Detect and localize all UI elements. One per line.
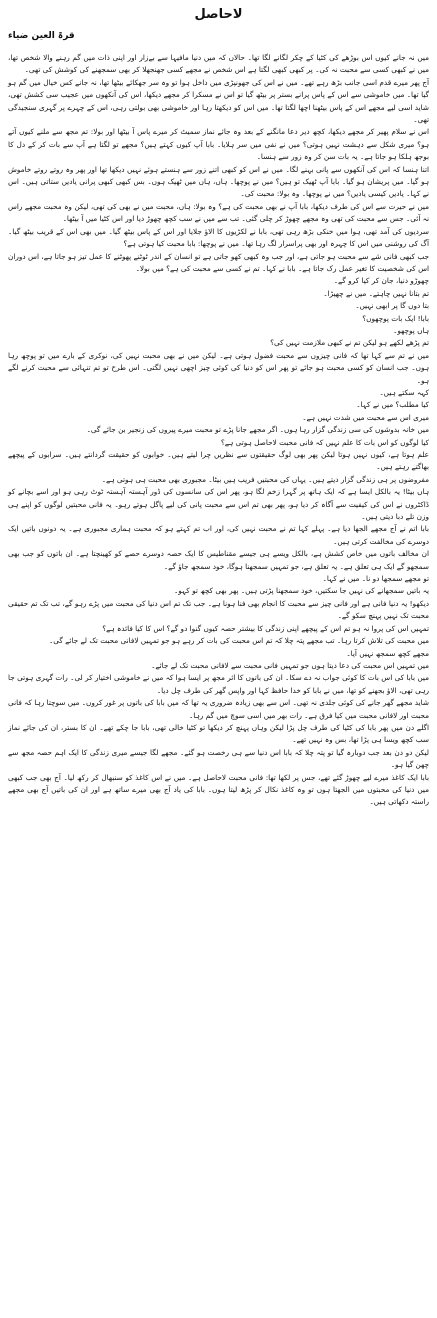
- dialogue-line: میری اس سے محبت میں شدت نہیں ہے۔: [302, 412, 429, 422]
- paragraph: آج پھر میرے قدم اسی جانب بڑھ رہے تھے۔ میں نے اس کی جھونپڑی میں داخل ہوا تو وہ سر جھکائے بیٹھا تھا، نہ جانے کس خیال میں گم ہو گیا تھا۔ میں خاموشی سے اس کے پاس پرانے بستر پر بیٹھ گیا تو اس نے مسکرا کر مجھے دیکھا، اس کی آنکھوں میں عجیب سی کشش تھی، شاید اسی لیے مجھے اس کے پاس بیٹھنا اچھا لگتا تھا۔ میں اس کو دیکھتا رہا اور خاموشی بھی بولتی رہی، اس کے چہرے پر گہری سنجیدگی تھی۔: [8, 77, 429, 125]
- paragraph: جب کبھی فانی شے سے محبت ہو جاتی ہے، اور جب وہ کبھی کھو جاتی ہے تو انسان کے اندر ٹوٹنے پھوٹنے کا عمل تیز ہو جاتا ہے، اس دوران اس کی شخصیت کا تغیر عمل رک جاتا ہے۔ بابا نے کہا۔ تم نے کسی سے محبت کی ہے؟ میں بولا۔: [8, 251, 429, 273]
- paragraph: بابا ایک کاغذ میرے لیے چھوڑ گئے تھے، جس پر لکھا تھا: فانی محبت لاحاصل ہے۔ میں نے اس کاغذ کو سنبھال کر رکھ لیا۔ آج بھی جب کبھی میں دنیا کی محبتوں میں الجھتا ہوں تو وہ کاغذ نکال کر پڑھ لیتا ہوں۔ بابا کی یاد آج بھی میرے ساتھ ہے اور ان کی باتیں آج بھی مجھے راستہ دکھاتی ہیں۔: [8, 772, 429, 807]
- author-name: قرۃ العین ضیاء: [8, 31, 75, 41]
- paragraph: میں نے تم سے کہا تھا کہ فانی چیزوں سے محبت فضول ہوتی ہے۔ لیکن میں نے بھی محبت نہیں کی، نوکری کے بارے میں تو پوچھ رہا ہوں۔ جب انسان کو کسی محبت ہو جائے تو پھر اس کو دنیا کی کوئی چیز اچھی نہیں لگتی۔ اس طرح تو تم تنہائی سے محبت کرنے لگے ہو۔: [8, 350, 429, 385]
- dialogue-line: تم پڑھے لکھے ہو لیکن تم نے کبھی ملازمت نہیں کی؟: [270, 338, 429, 348]
- dialogue-line: تو مجھے سمجھا دو نا۔ میں نے کہا۔: [322, 574, 429, 584]
- paragraph: بابا اتم نے آج مجھے الجھا دیا ہے۔ پہلے کہا تم نے محبت نہیں کی، اور اب تم کہتے ہو کہ محبت ہماری مجبوری ہے۔ یہ دونوں باتیں ایک دوسرے کی مخالفت کرتی ہیں۔: [8, 524, 429, 546]
- paragraph: میں خانہ بدوشوں کی سی زندگی گزار رہا ہوں۔ اگر مجھے جانا پڑے تو محبت میرے پیروں کی زنجیر بن جائے گی۔: [86, 425, 429, 435]
- paragraph: میں بابا کی اس بات کا کوئی جواب نہ دے سکا۔ ان کی باتوں کا اثر مجھ پر ایسا ہوا کہ میں نے خاموشی اختیار کر لی۔ رات گہری ہوتی جا رہی تھی، الاؤ بجھنے کو تھا، میں نے بابا کو خدا حافظ کہا اور واپس گھر کی طرف چل دیا۔: [8, 673, 429, 695]
- dialogue-line: کیا مطلب؟ میں نے کہا۔: [356, 400, 429, 410]
- paragraph: علم ہوتا ہے، کیوں نہیں ہوتا لیکن پھر بھی لوگ حقیقتوں سے نظریں چرا لیتے ہیں۔ خوابوں کو حقیقت گردانتے ہیں۔ سرابوں کے پیچھے بھاگتے رہتے ہیں۔: [8, 450, 429, 472]
- dialogue-line: چھوڑو دنیا، جان کر کیا کرو گے۔: [333, 276, 429, 286]
- paragraph: میں نہ جانے کیوں اس بوڑھے کی کٹیا کے چکر لگانے لگا تھا۔ حالاں کہ میں دنیا مافیہا سے بےزار اور اپنی ذات میں گم رہنے والا شخص تھا، میں نے کبھی کسی سے محبت نہ کی۔ پر کبھی کبھی لگتا ہے اس شخص نے مجھے کسی جھنجھلا کر بھی سمجھنے کی کوشش کی تھی۔: [8, 53, 429, 75]
- paragraph: اتنا ہنسا کہ اس کی آنکھوں سے پانی بہنے لگا۔ میں نے اس کو کبھی اتنے زور سے ہنستے ہوئے نہیں دیکھا تھا اور پھر وہ روتے روتے خاموش ہو گیا۔ میں پریشان ہو گیا۔ بابا آپ ٹھیک تو ہیں؟ میں نے پوچھا۔ ہاں، ہاں میں ٹھیک ہوں۔ بس کبھی کبھی پرانی یادیں ستاتی ہیں۔ اس نے کہا۔ یادیں کیسی یادیں؟ میں نے پوچھا۔ وہ بولا: محبت کی۔: [8, 164, 429, 199]
- paragraph: میں محبت کی تلاش کرتا رہا۔ تب مجھے پتہ چلا کہ تم اس محبت کی بات کر رہے ہو جو تمہیں لافانی محبت تک لے جائے گی۔: [48, 636, 429, 646]
- article-title: لاحاصل: [194, 7, 243, 22]
- paragraph: تمہیں اس کی پروا نہ ہو تم اس کے پیچھے اپنی زندگی کا بیشتر حصہ کیوں گنوا دو گے؟ اس کا کیا فائدہ ہے؟: [102, 623, 429, 633]
- article-body: [8, 52, 429, 809]
- dialogue-line: بابا! ایک بات پوچھوں؟: [362, 313, 429, 323]
- paragraph: شاید مجھے گھر جانے کی کوئی جلدی نہ تھی۔ اس سے بھی زیادہ ضروری یہ تھا کہ میں بابا کی باتوں پر غور کروں۔ میں سوچتا رہا کہ فانی محبت اور لافانی محبت میں کیا فرق ہے۔ رات بھر میں اسی سوچ میں گم رہا۔: [8, 698, 429, 720]
- dialogue-line: مجھے کچھ سمجھ نہیں آیا۔: [346, 648, 429, 658]
- paragraph: مفروضوں پر ہی زندگی گزار دیتے ہیں۔ یہاں کی محبتیں فریب ہیں بیٹا۔ مجبوری بھی محبت ہی ہوتی ہے۔: [101, 474, 429, 484]
- dialogue-line: ہاں پوچھو۔: [393, 325, 429, 335]
- paragraph: سردیوں کی آمد تھی، ہوا میں خنکی بڑھ رہی تھی، بابا نے لکڑیوں کا الاؤ جلایا اور اس کے پاس بیٹھ گیا۔ میں بھی اس کے قریب بیٹھ گیا۔ آگ کی روشنی میں اس کا چہرہ اور بھی پراسرار لگ رہا تھا۔ میں نے پوچھا: بابا محبت کیا ہوتی ہے؟: [8, 226, 429, 249]
- paragraph: دیکھو! یہ دنیا فانی ہے اور فانی چیز سے محبت کا انجام بھی فنا ہونا ہے۔ جب تک تم اس دنیا کی محبت میں پڑے رہو گے، تب تک تم حقیقی محبت تک نہیں پہنچ سکو گے۔: [8, 598, 429, 621]
- dialogue-line: بتا دوں گا پر ابھی نہیں۔: [355, 301, 429, 311]
- paragraph: اگلے دن میں پھر بابا کی کٹیا کی طرف چل پڑا لیکن وہاں پہنچ کر دیکھا تو کٹیا خالی تھی، بابا جا چکے تھے۔ ان کا بستر، ان کی جائے نماز سب کچھ ویسا ہی پڑا تھا، بس وہ نہیں تھے۔: [8, 722, 429, 745]
- paragraph: ان مخالف باتوں میں خاص کشش ہے، بالکل ویسے ہی جیسے مقناطیس کا ایک حصہ دوسرے حصے کو کھینچتا ہے۔ ان باتوں کو جب بھی سمجھو گے ایک ہی تعلق ہے۔ یہ تعلق ہے، جو تمہیں سمجھنا ہوگا، خود سمجھ جاؤ گے۔: [8, 549, 429, 571]
- paragraph: ہاں بیٹا! یہ بالکل ایسا ہے کہ ایک ہاتھ پر گہرا زخم لگا ہو، پھر اس کی سانسوں کی ڈور آہستہ آہستہ ٹوٹ رہی ہو اور اسے بچانے کو ڈاکٹروں نے اس کی کیفیت سے آگاہ کر دیا ہو، پھر بھی تم اس سے محبت پانی کی لیے پاگل ہوتے رہو۔ یہ فانی محبتیں لوگوں کو اپنے ہی وزن تلے دبا دیتی ہیں۔: [8, 487, 429, 522]
- paragraph: اس نے سلام پھیر کر مجھے دیکھا، کچھ دیر دعا مانگنے کے بعد وہ جائے نماز سمیٹ کر میرے پاس آ بیٹھا اور بولا: تم مجھ سے ملنے کیوں آتے ہو؟ میری شکل سے دہشت نہیں ہوتی؟ میں نے نفی میں سر ہلایا۔ بابا آپ کیوں کہتے ہیں؟ مجھے تو لگتا ہے آپ سے بات کر کے دل کا بوجھ ہلکا ہو جاتا ہے۔ یہ بات سن کر وہ زور سے ہنسا۔: [8, 127, 429, 162]
- dialogue-line: کیا لوگوں کو اس بات کا علم نہیں کہ فانی محبت لاحاصل ہوتی ہے؟: [220, 437, 429, 447]
- paragraph: میں تمہیں اس محبت کی دعا دیتا ہوں جو تمہیں فانی محبت سے لافانی محبت تک لے جائے۔: [151, 660, 429, 670]
- paragraph: میں نے حیرت سے اس کی طرف دیکھا، بابا آپ نے بھی محبت کی ہے؟ وہ بولا: ہاں، محبت میں نے بھی کی تھی، لیکن وہ محبت مجھے راس نہ آئی۔ جس سے محبت کی تھی وہ مجھے چھوڑ کر چلی گئی۔ تب سے میں نے سب کچھ چھوڑ دیا اور اس کٹیا میں آ بیٹھا۔: [8, 201, 429, 224]
- dialogue-line: کہہ سکتے ہیں۔: [379, 387, 429, 397]
- paragraph: لیکن دو دن بعد جب دوبارہ گیا تو پتہ چلا کہ بابا اس دنیا سے ہی رخصت ہو گئے۔ مجھے لگا جیسے میری زندگی کا ایک اہم حصہ مجھ سے چھن گیا ہو۔: [8, 747, 429, 770]
- dialogue-line: تم بتانا نہیں چاہتے۔ میں نے چھیڑا۔: [323, 288, 429, 298]
- dialogue-line: یہ باتیں سمجھانے کی نہیں جا سکتیں، خود سمجھنا پڑتی ہیں۔ پھر بھی کچھ تو کہو۔: [173, 586, 429, 596]
